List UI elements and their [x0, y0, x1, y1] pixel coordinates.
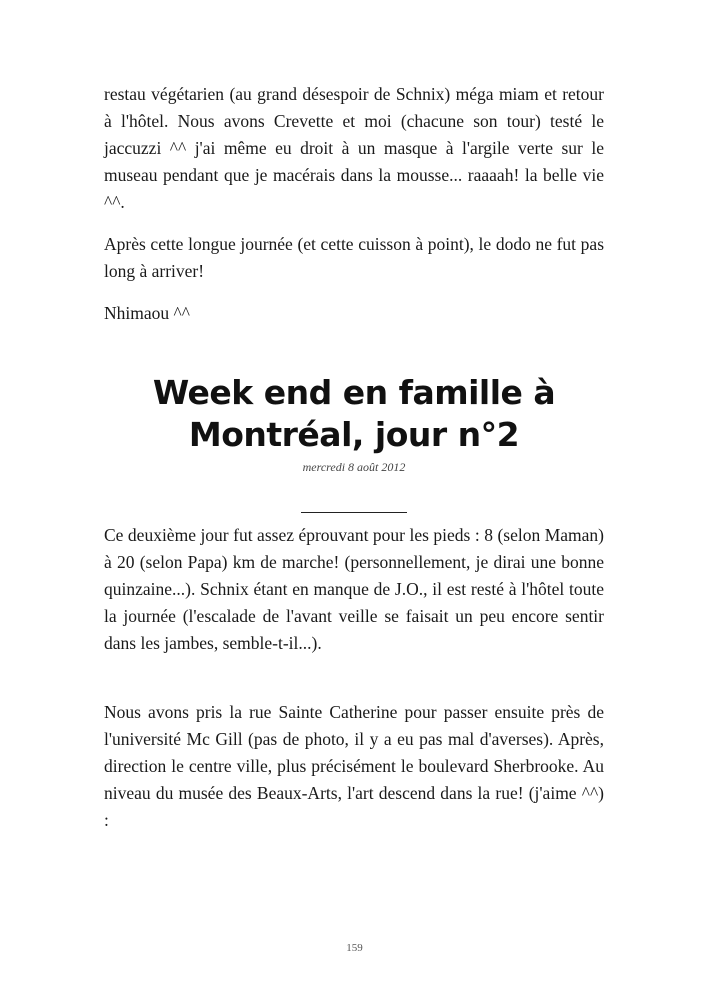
- post-paragraph-2: Nous avons pris la rue Sainte Catherine pour passer ensuite près de l'université Mc Gill (pas de photo, il y a eu pas mal d'averses). Après, direction le centre ville, plus précisément le boulevard Sherbrooke. Au niveau du musée des Beaux-Arts, l'art descend dans la rue! (j'aime ^^) :: [104, 702, 604, 830]
- previous-post-paragraph-1: restau végétarien (au grand désespoir de Schnix) méga miam et retour à l'hôtel. Nous avons Crevette et moi (chacune son tour) testé le jaccuzzi ^^ j'ai même eu droit à un masque à l'argile verte sur le museau pendant que je macérais dans la mousse... raaaah! la belle vie ^^.: [104, 84, 604, 212]
- previous-post-paragraph-2: Après cette longue journée (et cette cuisson à point), le dodo ne fut pas long à arriver!: [104, 234, 604, 281]
- previous-post-signature: Nhimaou ^^: [104, 303, 190, 323]
- post-date: mercredi 8 août 2012: [302, 460, 406, 474]
- post-paragraph-1: Ce deuxième jour fut assez éprouvant pour les pieds : 8 (selon Maman) à 20 (selon Papa) km de marche! (personnellement, je dirai une bonne quinzaine...). Schnix étant en manque de J.O., il est resté à l'hôtel toute la journée (l'escalade de l'avant veille se faisait un peu encore sentir dans les jambes, semble-t-il...).: [104, 525, 604, 653]
- title-separator: [301, 512, 407, 513]
- post-title: Week end en famille à Montréal, jour n°2: [152, 373, 556, 454]
- page-number: 159: [346, 942, 363, 954]
